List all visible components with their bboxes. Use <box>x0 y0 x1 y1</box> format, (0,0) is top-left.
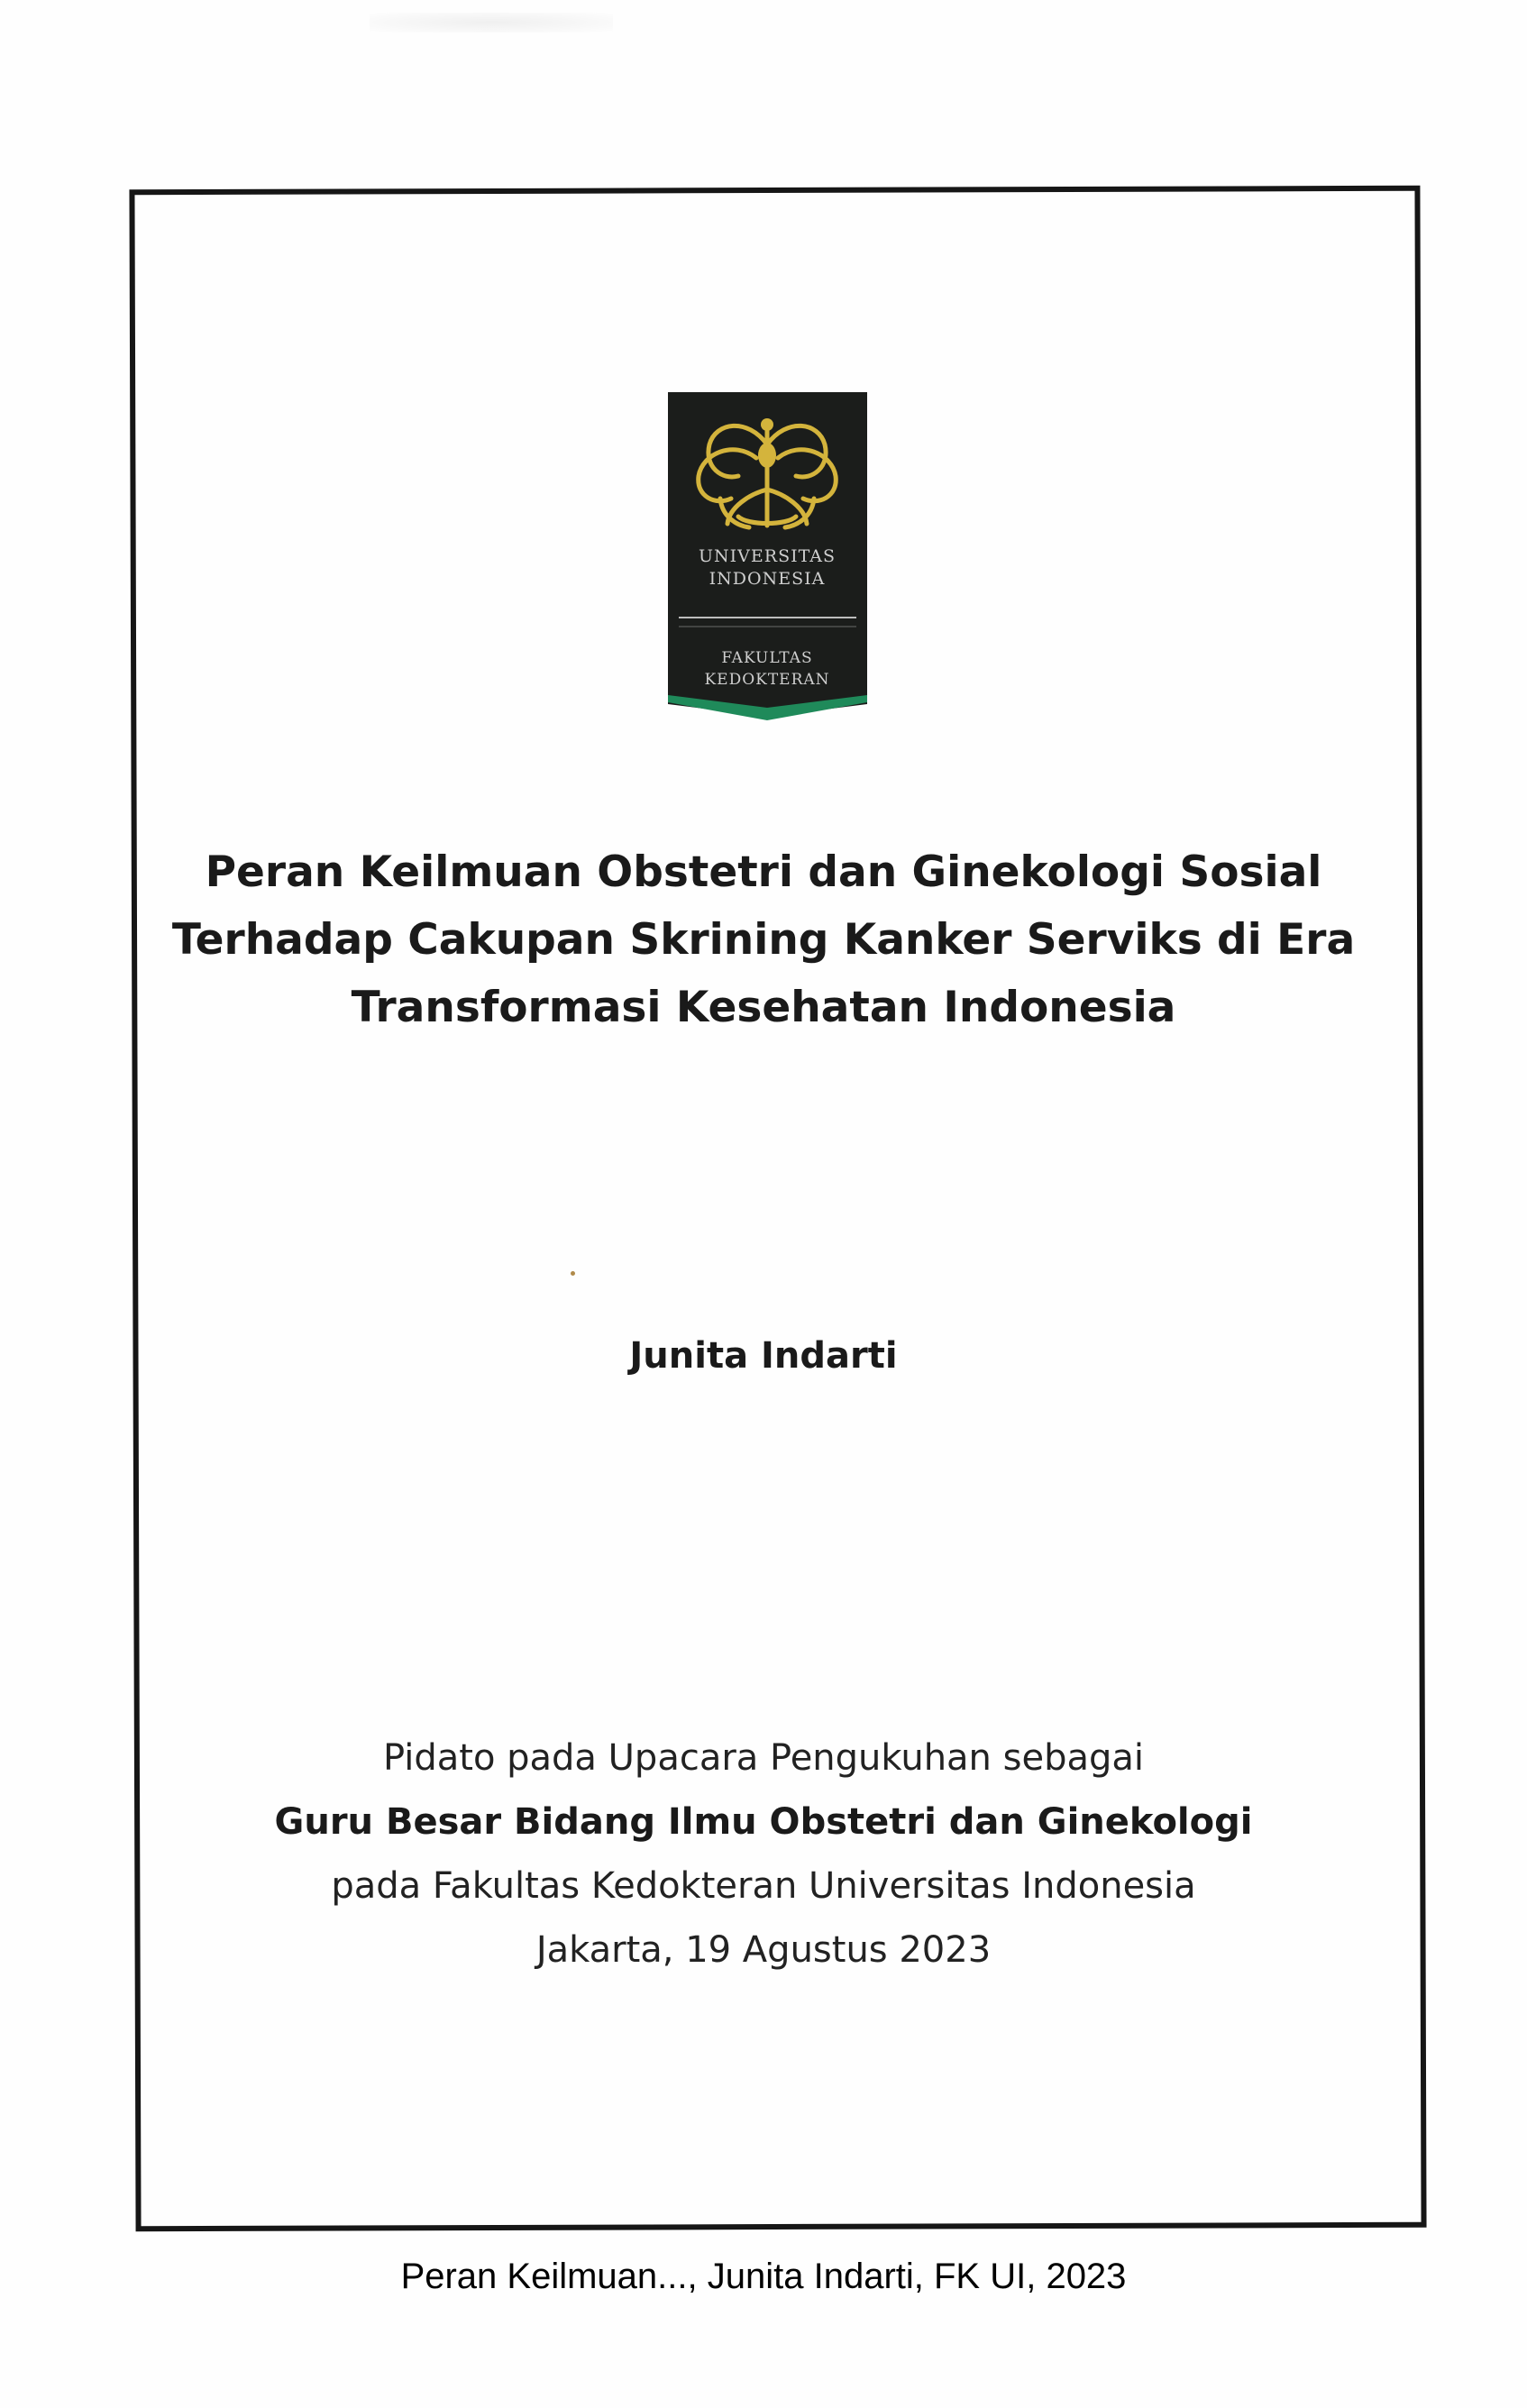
page-footer: Peran Keilmuan..., Junita Indarti, FK UI, 2023 <box>400 2257 1127 2296</box>
speech-line-1: Pidato pada Upacara Pengukuhan sebagai <box>383 1737 1144 1779</box>
speech-line-2: Guru Besar Bidang Ilmu Obstetri dan Ginekologi <box>274 1801 1253 1843</box>
speech-line-4: Jakarta, 19 Agustus 2023 <box>535 1929 992 1971</box>
author-name: Junita Indarti <box>629 1335 898 1377</box>
logo-university-line2: INDONESIA <box>709 569 826 589</box>
title-line-2: Terhadap Cakupan Skrining Kanker Serviks di Era <box>171 915 1356 965</box>
scan-smudge <box>370 13 613 32</box>
logo-university-line1: UNIVERSITAS <box>699 546 836 566</box>
speech-line-3: pada Fakultas Kedokteran Universitas Indonesia <box>331 1865 1196 1907</box>
scan-speck <box>571 1271 575 1276</box>
logo-faculty-line1: FAKULTAS <box>721 649 813 667</box>
document-title <box>133 838 1394 1041</box>
faculty-logo <box>666 390 869 724</box>
logo-faculty-line2: KEDOKTERAN <box>704 671 830 689</box>
makara-emblem-icon <box>666 390 869 724</box>
title-line-1: Peran Keilmuan Obstetri dan Ginekologi Sosial <box>205 847 1322 897</box>
title-line-3: Transformasi Kesehatan Indonesia <box>351 983 1176 1032</box>
inauguration-speech-block <box>133 1726 1394 1982</box>
